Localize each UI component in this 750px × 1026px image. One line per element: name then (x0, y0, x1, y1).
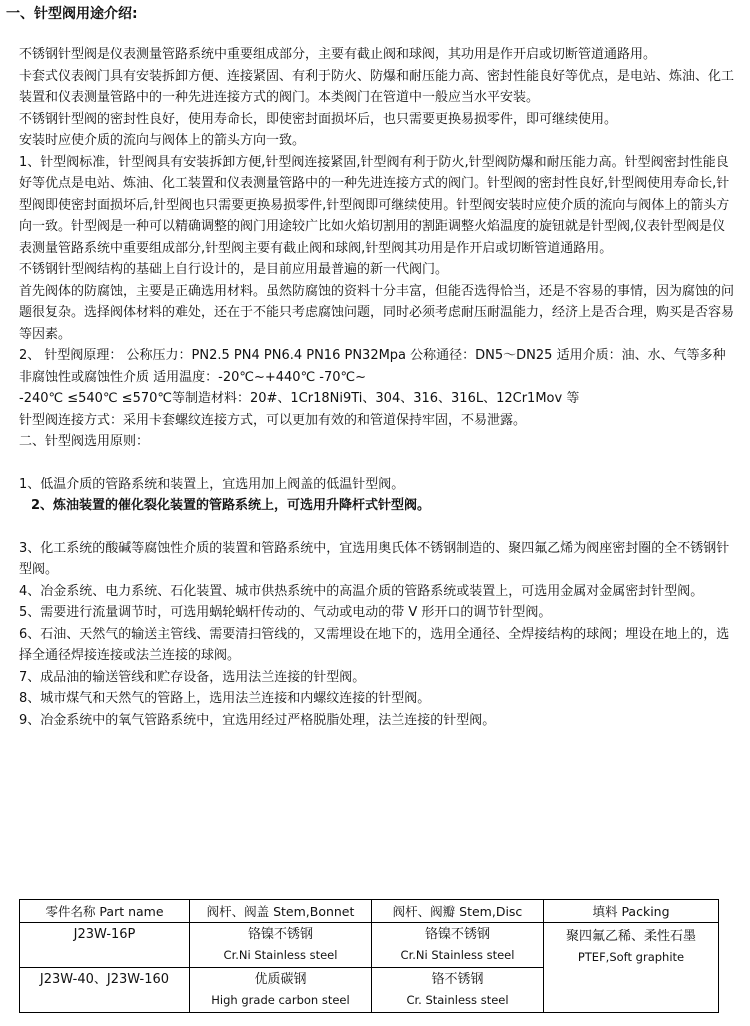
part-cell (20, 923, 190, 968)
part-name: J23W-40、J23W-160 (39, 972, 170, 987)
paragraph: 不锈钢针型阀是仪表测量管路系统中重要组成部分，主要有截止阀和球阀，其功用是作开启或切断管道通路用。 (19, 47, 657, 62)
principle-item: 3、化工系统的酸碱等腐蚀性介质的装置和管路系统中，宜选用奥氏体不锈钢制造的、聚四氟乙烯为阀座密封圈的全不锈钢针型阀。 (19, 540, 730, 577)
material-cn: 铬镍不锈钢 (424, 927, 490, 942)
stem-disc-cell (372, 968, 544, 1013)
packing-cn: 聚四氟乙稀、柔性石墨 (565, 929, 696, 944)
paragraph: 卡套式仪表阀门具有安装拆卸方便、连接紧固、有利于防火、防爆和耐压能力高、密封性能良好等优点，是电站、炼油、化工装置和仪表测量管路中的一种先进连接方式的阀门。本类阀门在管道中一般应当水平安装。 (19, 68, 735, 105)
material-en: High grade carbon steel (211, 993, 350, 1007)
table-header-row (20, 900, 719, 923)
paragraph: 不锈钢针型阀结构的基础上自行设计的，是目前应用最普遍的新一代阀门。 (19, 262, 449, 277)
principle-item: 8、城市煤气和天然气的管路上，选用法兰连接和内螺纹连接的针型阀。 (19, 691, 431, 706)
material-en: Cr.Ni Stainless steel (400, 948, 515, 962)
table-row (20, 923, 719, 968)
principle-item: 4、冶金系统、电力系统、石化装置、城市供热系统中的高温介质的管路系统或装置上，可选用金属对金属密封针型阀。 (19, 583, 704, 599)
header-stem-bonnet: 阀杆、阀盖 Stem,Bonnet (190, 900, 372, 923)
paragraph: -240℃ ≤540℃ ≤570℃等制造材料：20#、1Cr18Ni9Ti、304、316、316L、12Cr1Mov 等 (19, 391, 580, 406)
packing-en: PTEF,Soft graphite (577, 950, 685, 964)
material-cn: 铬不锈钢 (431, 972, 484, 987)
part-cell (20, 968, 190, 1013)
part-name: J23W-16P (73, 927, 136, 942)
stem-bonnet-cell (190, 923, 372, 968)
section-heading: 二、针型阀选用原则： (19, 434, 150, 449)
paragraph: 1、针型阀标准，针型阀具有安装拆卸方便,针型阀连接紧固,针型阀有利于防火,针型阀防爆和耐压能力高。针型阀密封性能良好等优点是电站、炼油、化工装置和仪表测量管路中的一种先进连接方式的阀门。针型阀的密封性良好,针型阀使用寿命长,针型阀即使密封面损坏后,针型阀也只需要更换易损零件,针型阀即可继续使用。针型阀安装时应使介质的流向与阀体上的箭头方向一致。针型阀是一种可以精确调整的阀门用途较广比如火焰切割用的割距调整火焰温度的旋钮就是针型阀,仪表针型阀是仪表测量管路系统中重要组成部分,针型阀主要有截止阀和球阀,针型阀其功用是作开启或切断管道通路用。 (19, 154, 730, 256)
header-packing: 填料 Packing (544, 900, 719, 923)
principle-item: 9、冶金系统中的氧气管路系统中，宜选用经过严格脱脂处理，法兰连接的针型阀。 (19, 712, 496, 728)
packing-cell (544, 923, 719, 1013)
materials-table (19, 899, 719, 1013)
header-part-name: 零件名称 Part name (20, 900, 190, 923)
header-stem-disc: 阀杆、阀瓣 Stem,Disc (372, 900, 544, 923)
principle-item: 7、成品油的输送管线和贮存设备，选用法兰连接的针型阀。 (19, 669, 366, 685)
document-body (19, 44, 737, 731)
paragraph: 首先阀体的防腐蚀，主要是正确选用材料。虽然防腐蚀的资料十分丰富，但能否选得恰当，还是不容易的事情，因为腐蚀的问题很复杂。选择阀体材料的难处，还在于不能只考虑腐蚀问题，同时必须考虑耐压耐温能力，经济上是否合理，购买是否容易等因素。 (19, 283, 735, 342)
principle-item: 1、低温介质的管路系统和装置上，宜选用加上阀盖的低温针型阀。 (19, 476, 405, 492)
paragraph: 安装时应使介质的流向与阀体上的箭头方向一致。 (19, 133, 306, 148)
principle-item-bold: 2、炼油装置的催化裂化装置的管路系统上，可选用升降杆式针型阀。 (31, 498, 431, 513)
material-en: Cr. Stainless steel (406, 993, 509, 1007)
material-en: Cr.Ni Stainless steel (223, 948, 338, 962)
paragraph: 2、 针型阀原理： 公称压力：PN2.5 PN4 PN6.4 PN16 PN32Mpa 公称通径：DN5～DN25 适用介质：油、水、气等多种非腐蚀性或腐蚀性介质 适用温度：-20℃~+440℃ -70℃~ (19, 348, 726, 385)
stem-bonnet-cell (190, 968, 372, 1013)
material-cn: 铬镍不锈钢 (247, 927, 313, 942)
principle-item: 5、需要进行流量调节时，可选用蜗轮蜗杆传动的、气动或电动的带 V 形开口的调节针型阀。 (19, 605, 552, 620)
section-title: 一、针型阀用途介绍: (6, 6, 138, 22)
paragraph: 针型阀连接方式：采用卡套螺纹连接方式，可以更加有效的和管道保持牢固，不易泄露。 (19, 412, 527, 428)
paragraph: 不锈钢针型阀的密封性良好，使用寿命长，即使密封面损坏后，也只需要更换易损零件，即可继续使用。 (19, 111, 618, 127)
stem-disc-cell (372, 923, 544, 968)
principle-item: 6、石油、天然气的输送主管线、需要清扫管线的，又需埋设在地下的，选用全通径、全焊接结构的球阀；埋设在地上的，选择全通径焊接连接或法兰连接的球阀。 (19, 626, 730, 663)
material-cn: 优质碳钢 (254, 972, 307, 987)
